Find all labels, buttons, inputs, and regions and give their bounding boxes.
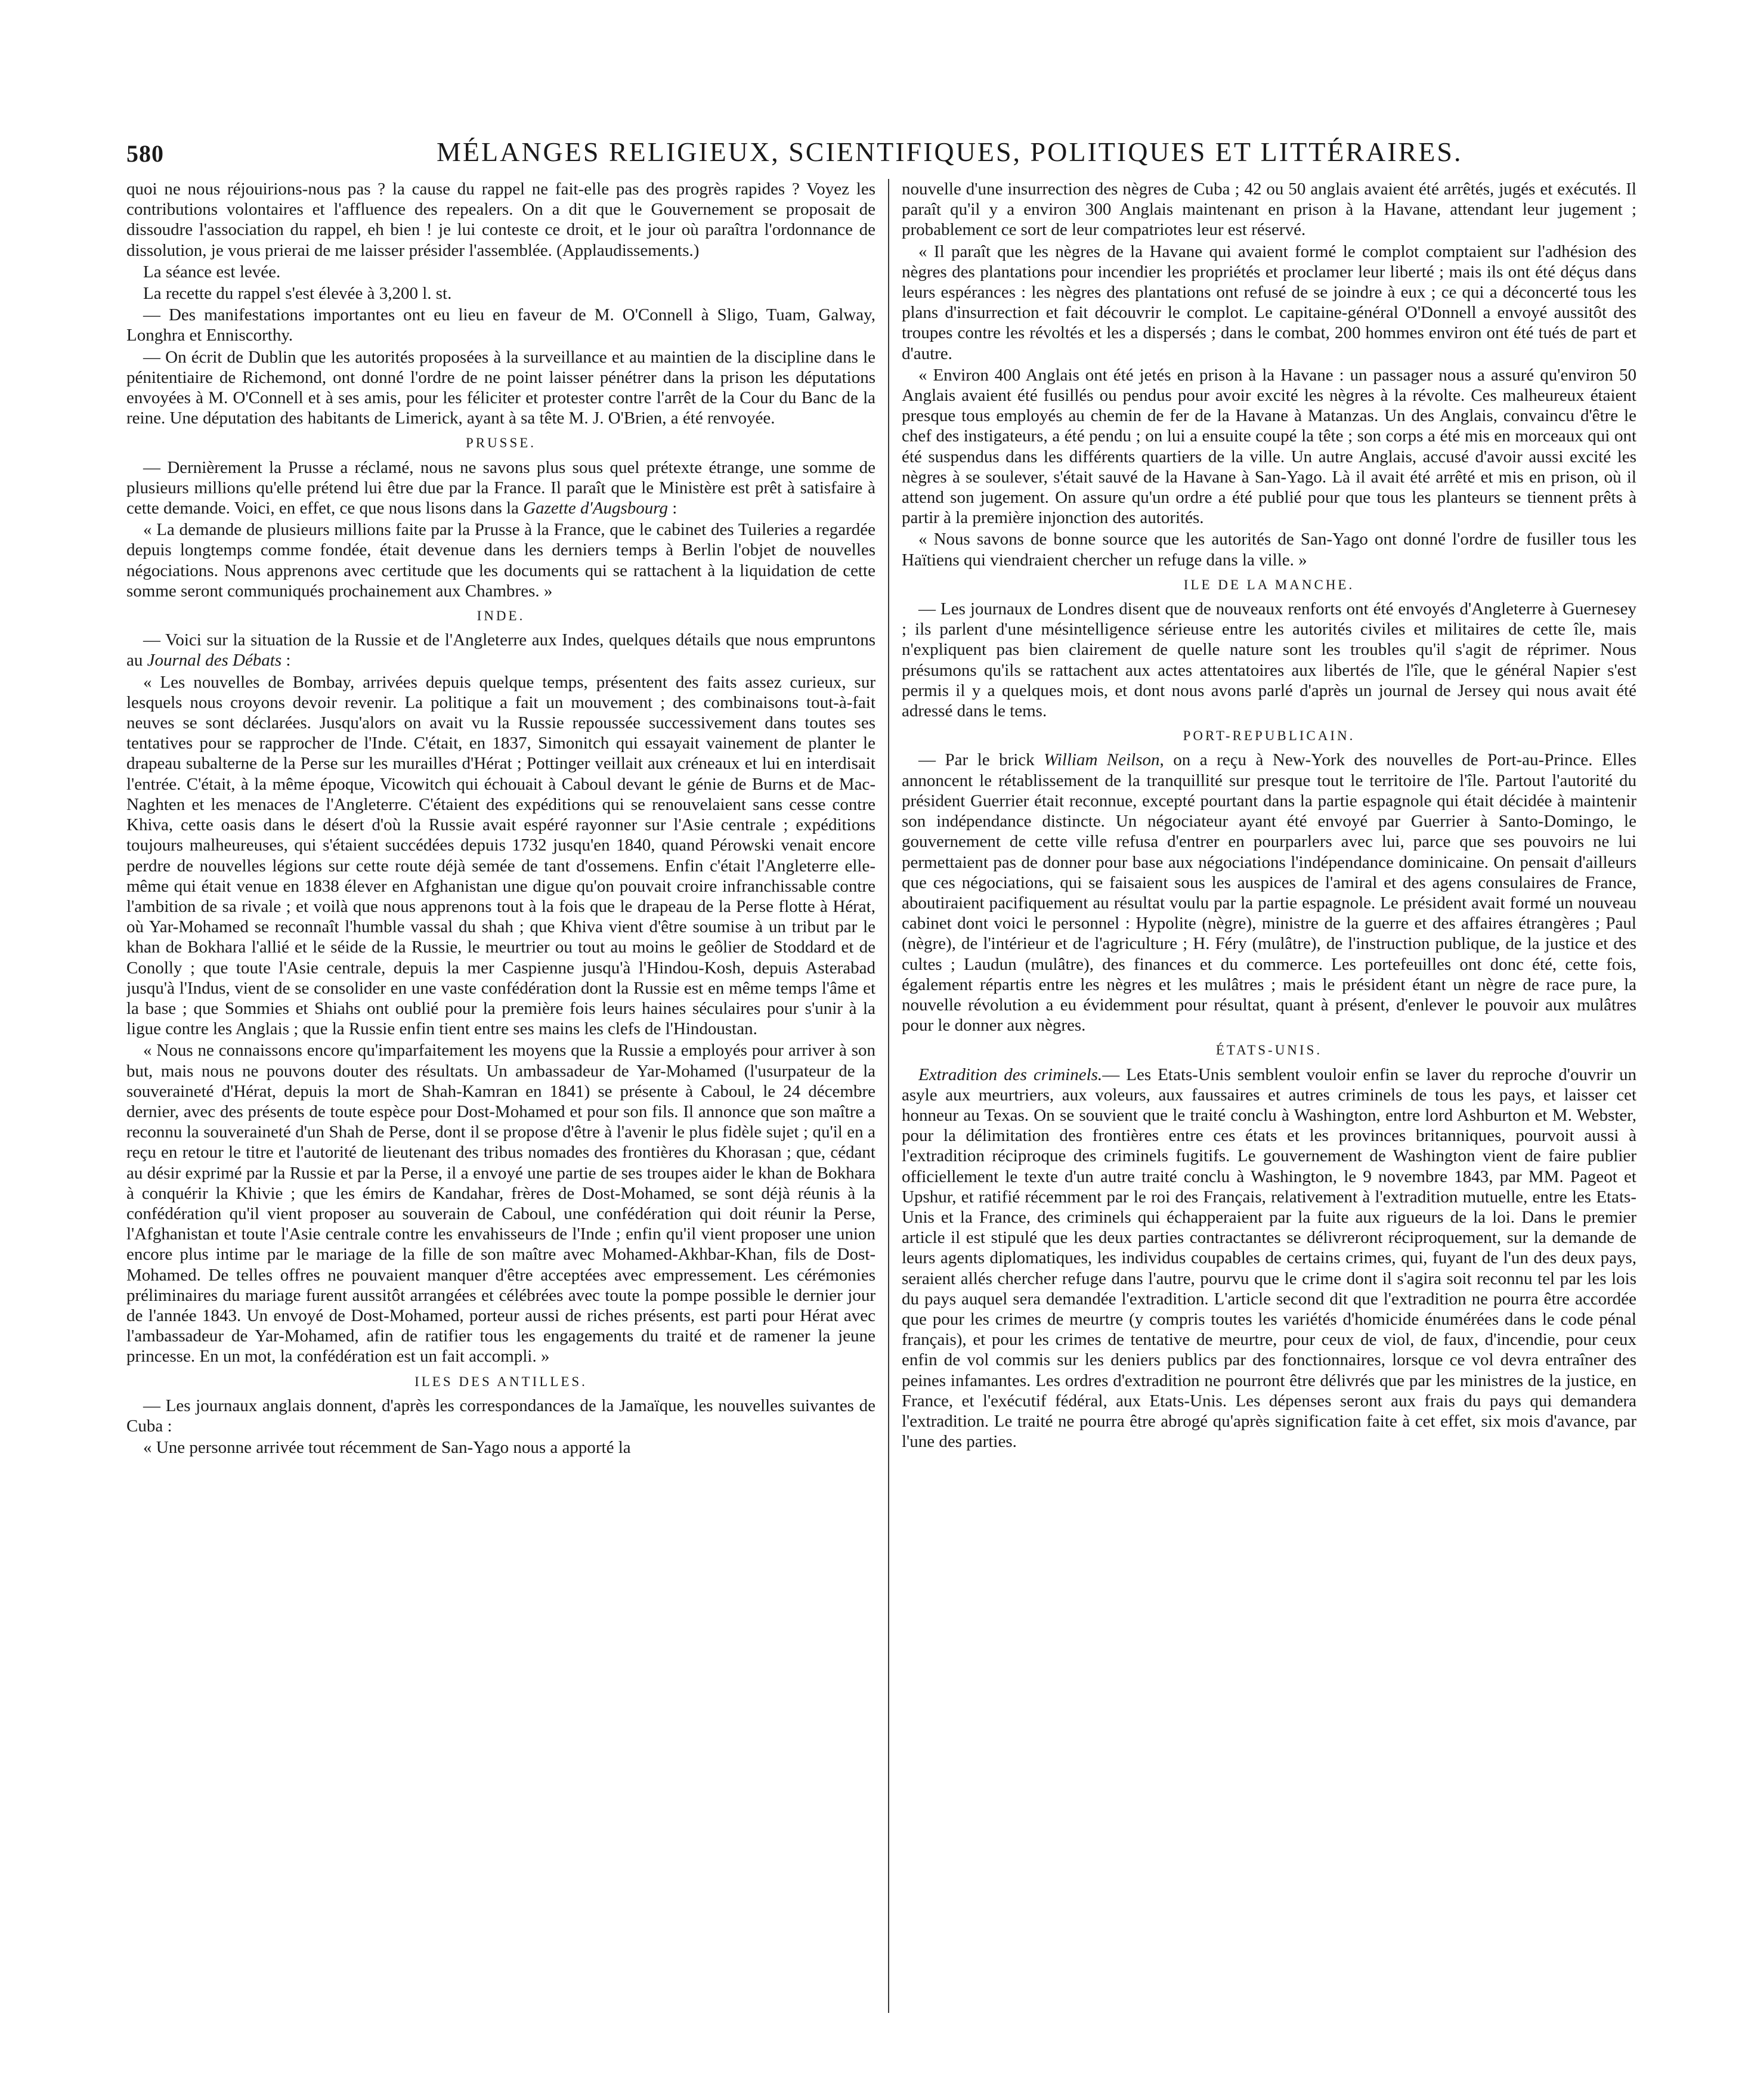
paragraph [902, 1065, 1636, 1452]
paragraph: nouvelle d'une insurrection des nègres de Cuba ; 42 ou 50 anglais avaient été arrêtés, jugés et exécutés. Il paraît qu'il y a environ 300 Anglais maintenant en prison à la Havane, attendant leur jugement ; probablement ce sort de leur compatriotes leur est réservé. [902, 180, 1636, 240]
section-heading-etats-unis: ÉTATS-UNIS. [1215, 1043, 1323, 1058]
paragraph [126, 457, 875, 519]
text-run: — Par le brick [918, 750, 1044, 770]
article-title: Extradition des criminels. [918, 1065, 1103, 1084]
column-divider [888, 179, 889, 2013]
paragraph: « Nous savons de bonne source que les autorités de San-Yago ont donné l'ordre de fusiller tous les Haïtiens qui viendraient chercher un refuge dans la ville. » [902, 530, 1636, 570]
text-run: : [281, 651, 291, 670]
page-number: 580 [126, 140, 164, 167]
running-title: MÉLANGES RELIGIEUX, SCIENTIFIQUES, POLITIQUES ET LITTÉRAIRES. [437, 137, 1463, 167]
section-heading-antilles: ILES DES ANTILLES. [414, 1374, 587, 1389]
section-heading-prusse: PRUSSE. [465, 435, 537, 451]
text-run: — Voici sur la situation de la Russie et de l'Angleterre aux Indes, quelques détails que nous empruntons au [126, 630, 875, 670]
section-heading-manche: ILE DE LA MANCHE. [1183, 577, 1355, 592]
text-run: , on a reçu à New-York des nouvelles de Port-au-Prince. Elles annoncent le rétablissement de la tranquillité sur presque tout le territoire de l'île. Partout l'autorité du président Guerrier était reconnue, excepté pourtant dans la partie espagnole qui était décidée à maintenir son indépendance distincte. Un négociateur ayant été envoyé par Guerrier à Santo-Domingo, le gouvernement de cette ville refusa d'entrer en pourparlers avec lui, parce que ses pouvoirs ne lui permettaient pas de donner pour base aux négociations l'indépendance dominicaine. On pensait d'ailleurs que ces négociations, qui se faisaient sous les auspices de l'amiral et des agens consulaires de France, aboutiraient pacifiquement au résultat voulu par la partie espagnole. Le président avait formé un nouveau cabinet dont voici le personnel : Hypolite (nègre), ministre de la guerre et des affaires étrangères ; Paul (nègre), de l'intérieur et de l'agriculture ; H. Féry (mulâtre), de l'instruction publique, de la justice et des cultes ; Laudun (mulâtre), des finances et du commerce. Les portefeuilles ont donc été, cette fois, également répartis entre les nègres et les mulâtres ; mais le président étant un nègre de race pure, la nouvelle révolution a eu évidemment pour résultat, quant à présent, d'enlever le pouvoir aux mulâtres pour le donner aux nègres. [902, 750, 1636, 1035]
paragraph [126, 630, 875, 670]
paragraph: La recette du rappel s'est élevée à 3,200 l. st. [143, 284, 452, 304]
paragraph: « Environ 400 Anglais ont été jetés en prison à la Havane : un passager nous a assuré qu'environ 50 Anglais avaient été fusillés ou pendus pour avoir excité les nègres à la révolte. Ces malheureux étaient presque tous employés au chemin de fer de la Havane à Matanzas. Un des Anglais, convaincu d'être le chef des instigateurs, a été pendu ; on lui a ensuite coupé la tête ; son corps a été mis en morceaux qui ont été suspendus dans les différents quartiers de la ville. Un autre Anglais, accusé d'avoir aussi excité les nègres à se soulever, s'était sauvé de la Havane à San-Yago. Là il avait été arrêté et mis en prison, où il attend son jugement. On assure qu'un ordre a été publié pour que tous les planteurs se tiennent prêts à partir à la première injonction des autorités. [902, 365, 1636, 528]
paragraph: — Les journaux anglais donnent, d'après les correspondances de la Jamaïque, les nouvelles suivantes de Cuba : [126, 1396, 875, 1436]
text-run: — Les Etats-Unis semblent vouloir enfin se laver du reproche d'ouvrir un asyle aux meurtriers, aux voleurs, aux faussaires et autres criminels de tous les pays, et laisser cet honneur au Texas. On se souvient que le traité conclu à Washington, entre lord Ashburton et M. Webster, pour la délimitation des frontières entre ces états et les provinces britanniques, pourvoit aussi à l'extradition réciproque des criminels fugitifs. Le gouvernement de Washington vient de faire publier officiellement le texte d'un autre traité conclu à Washington, le 9 novembre 1843, par MM. Pageot et Upshur, et ratifié récemment par le roi des Français, relativement à l'extradition mutuelle, entre les Etats-Unis et la France, des criminels qui échapperaient par la fuite aux rigueurs de la loi. Dans le premier article il est stipulé que les deux parties contractantes se délivreront réciproquement, sur la demande de leurs agents diplomatiques, les individus coupables de certains crimes, qui, fuyant de l'un des deux pays, seraient allés chercher refuge dans l'autre, pourvu que le crime dont il s'agira soit reconnu tel par les lois du pays auquel sera demandée l'extradition. L'article second dit que l'extradition ne pourra être accordée que pour les crimes de meurtre (y compris toutes les variétés d'homicide énumérées dans le code pénal français), et pour les crimes de tentative de meurtre, pour ceux de viol, de faux, d'incendie, pour ceux enfin de vol commis sur les deniers publics par des fonctionnaires, lorsque ce vol devra entraîner des peines infamantes. Les ordres d'extradition ne pourront être délivrés que par les ministres de la justice, en France, et l'exécutif fédéral, aux Etats-Unis. Les dépenses seront aux frais du pays qui demandera l'extradition. Le traité ne pourra être abrogé qu'après signification faite à cet effet, six mois d'avance, par l'une des parties. [902, 1065, 1636, 1452]
right-column [902, 179, 1636, 2004]
section-heading-inde: INDE. [477, 608, 525, 624]
paragraph: — On écrit de Dublin que les autorités proposées à la surveillance et au maintien de la discipline dans le pénitentiaire de Richemond, ont donné l'ordre de ne point laisser pénétrer dans la prison les députations envoyées à M. O'Connell et à ses amis, pour les féliciter et protester contre l'arrêt de la Cour du Banc de la reine. Une députation des habitants de Limerick, ayant à sa tête M. J. O'Brien, a été renvoyée. [126, 347, 875, 428]
paragraph: quoi ne nous réjouirions-nous pas ? la cause du rappel ne fait-elle pas des progrès rapides ? Voyez les contributions volontaires et l'affluence des repealers. On a dit que le Gouvernement se proposait de dissoudre l'association du rappel, eh bien ! je lui conteste ce droit, et le jour où paraîtra l'ordonnance de dissolution, je vous prierai de me laisser présider l'assemblée. (Applaudissements.) [126, 180, 875, 260]
paragraph: La séance est levée. [143, 262, 281, 282]
left-column [126, 179, 875, 2004]
paragraph: « La demande de plusieurs millions faite par la Prusse à la France, que le cabinet des Tuileries a regardée depuis longtemps comme fondée, était devenue dans les derniers temps à Berlin l'objet de nouvelles négociations. Nous apprenons avec certitude que les documents qui se rattachent à la liquidation de cette somme seront communiqués prochainement aux Chambres. » [126, 520, 875, 601]
paragraph: « Les nouvelles de Bombay, arrivées depuis quelque temps, présentent des faits assez curieux, sur lesquels nous croyons devoir revenir. La politique a fait un mouvement ; des combinaisons tout-à-fait neuves se sont déclarées. Jusqu'alors on avait vu la Russie repoussée successivement dans toutes ses tentatives pour se rapprocher de l'Inde. C'était, en 1837, Simonitch qui essayait vainement de planter le drapeau subalterne de la Perse sur les murailles d'Hérat ; Pottinger veillait aux créneaux et lui en interdisait l'entrée. C'était, à la même époque, Vicowitch qui échouait à Caboul devant le génie de Burns et de Mac-Naghten et les menaces de l'Angleterre. C'étaient des expéditions qui se renouvelaient sans cesse contre Khiva, cette oasis dans le désert d'où la Russie avait espéré rayonner sur l'Asie centrale ; expéditions toujours malheureuses, qui s'étaient succédées depuis 1732 jusqu'en 1840, quand Pérowski venait encore perdre de nouvelles légions sur cette route déjà semée de tant d'ossemens. Enfin c'était l'Angleterre elle-même qui était venue en 1838 élever en Afghanistan une digue qu'on pouvait croire infranchissable contre l'ambition de sa rivale ; et voilà que nous apprenons tout à la fois que le drapeau de la Perse flotte à Hérat, où Yar-Mohamed se reconnaît l'humble vassal du shah ; que Khiva vient d'être soumise à un tribut par le khan de Bokhara l'allié et le séide de la Russie, le meurtrier ou tout au moins le geôlier de Stoddard et de Conolly ; que toute l'Asie centrale, depuis la mer Caspienne jusqu'à l'Hindou-Kosh, depuis Asterabad jusqu'à l'Indus, vient de se consolider en une vaste confédération dont la Russie est en même temps l'âme et la base ; que Sommies et Shiahs ont oublié pour la première fois leurs haines séculaires pour s'unir à la ligue contre les Anglais ; que la Russie enfin tient entre ses mains les clefs de l'Hindoustan. [126, 672, 875, 1039]
paragraph [902, 750, 1636, 1035]
paragraph: — Les journaux de Londres disent que de nouveaux renforts ont été envoyés d'Angleterre à Guernesey ; ils parlent d'une mésintelligence sérieuse entre les autorités civiles et militaires de cette île, mais n'expliquent pas bien clairement de quelle nature sont les troubles qu'il s'agit de réprimer. Nous présumons qu'ils se rattachent aux actes attentatoires aux libertés de l'île, que le général Napier s'est permis il y a quelques mois, et dont nous avons parlé d'après un journal de Jersey qui nous avait été adressé dans le tems. [902, 599, 1636, 721]
ship-name: William Neilson [1044, 750, 1160, 770]
source-title: Gazette d'Augsbourg [523, 499, 668, 518]
section-heading-port-republicain: PORT-REPUBLICAIN. [1183, 728, 1356, 744]
source-title: Journal des Débats [147, 651, 282, 670]
paragraph: « Nous ne connaissons encore qu'imparfaitement les moyens que la Russie a employés pour arriver à son but, mais nous ne pouvons douter des résultats. Un ambassadeur de Yar-Mohamed (l'usurpateur de la souveraineté d'Hérat, depuis la mort de Shah-Kamran en 1841) se présente à Caboul, le 24 décembre dernier, avec des présents de toute espèce pour Dost-Mohamed et pour son fils. Il annonce que son maître a reconnu la souveraineté d'un Shah de Perse, dont il se propose d'être à l'avenir le plus fidèle sujet ; qu'il en a reçu en retour le titre et l'autorité de lieutenant des tribus nomades des frontières du Khorasan ; que, cédant au désir exprimé par la Russie et par la Perse, il a envoyé une partie de ses troupes aider le khan de Bokhara à conquérir la Khivie ; que les émirs de Kandahar, frères de Dost-Mohamed, se sont déjà réunis à la confédération qu'il vient proposer au souverain de Caboul, une confédération qui doit réunir la Perse, l'Afghanistan et toute l'Asie centrale contre les envahisseurs de l'Inde ; enfin qu'il vient proposer une union encore plus intime par le mariage de la fille de son maître avec Mohamed-Akhbar-Khan, fils de Dost-Mohamed. De telles offres ne pouvaient manquer d'être acceptées avec empressement. Les cérémonies préliminaires du mariage furent aussitôt arrangées et célébrées avec toute la pompe possible le dernier jour de l'année 1843. Un envoyé de Dost-Mohamed, porteur aussi de riches présents, est parti pour Hérat avec l'ambassadeur de Yar-Mohamed, afin de ratifier tous les engagements du traité et de ramener la jeune princesse. En un mot, la confédération est un fait accompli. » [126, 1041, 875, 1366]
paragraph: « Il paraît que les nègres de la Havane qui avaient formé le complot comptaient sur l'adhésion des nègres des plantations pour incendier les propriétés et proclamer leur liberté ; mais ils ont été déçus dans leurs espérances : les nègres des plantations ont refusé de se joindre à eux ; ce qui a déconcerté tous les plans d'insurrection et fait découvrir le complot. Le capitaine-général O'Donnell a envoyé aussitôt des troupes contre les révoltés et les a dispersés ; dans le combat, 200 hommes environ ont été tués de part et d'autre. [902, 242, 1636, 363]
paragraph: « Une personne arrivée tout récemment de San-Yago nous a apporté la [143, 1438, 631, 1458]
text-run: : [667, 499, 677, 518]
text-run: — Dernièrement la Prusse a réclamé, nous ne savons plus sous quel prétexte étrange, une somme de plusieurs millions qu'elle prétend lui être due par la France. Il paraît que le Ministère est prêt à satisfaire à cette demande. Voici, en effet, ce que nous lisons dans la [126, 457, 875, 518]
paragraph: — Des manifestations importantes ont eu lieu en faveur de M. O'Connell à Sligo, Tuam, Galway, Longhra et Enniscorthy. [126, 305, 875, 345]
page-header [126, 136, 1635, 172]
